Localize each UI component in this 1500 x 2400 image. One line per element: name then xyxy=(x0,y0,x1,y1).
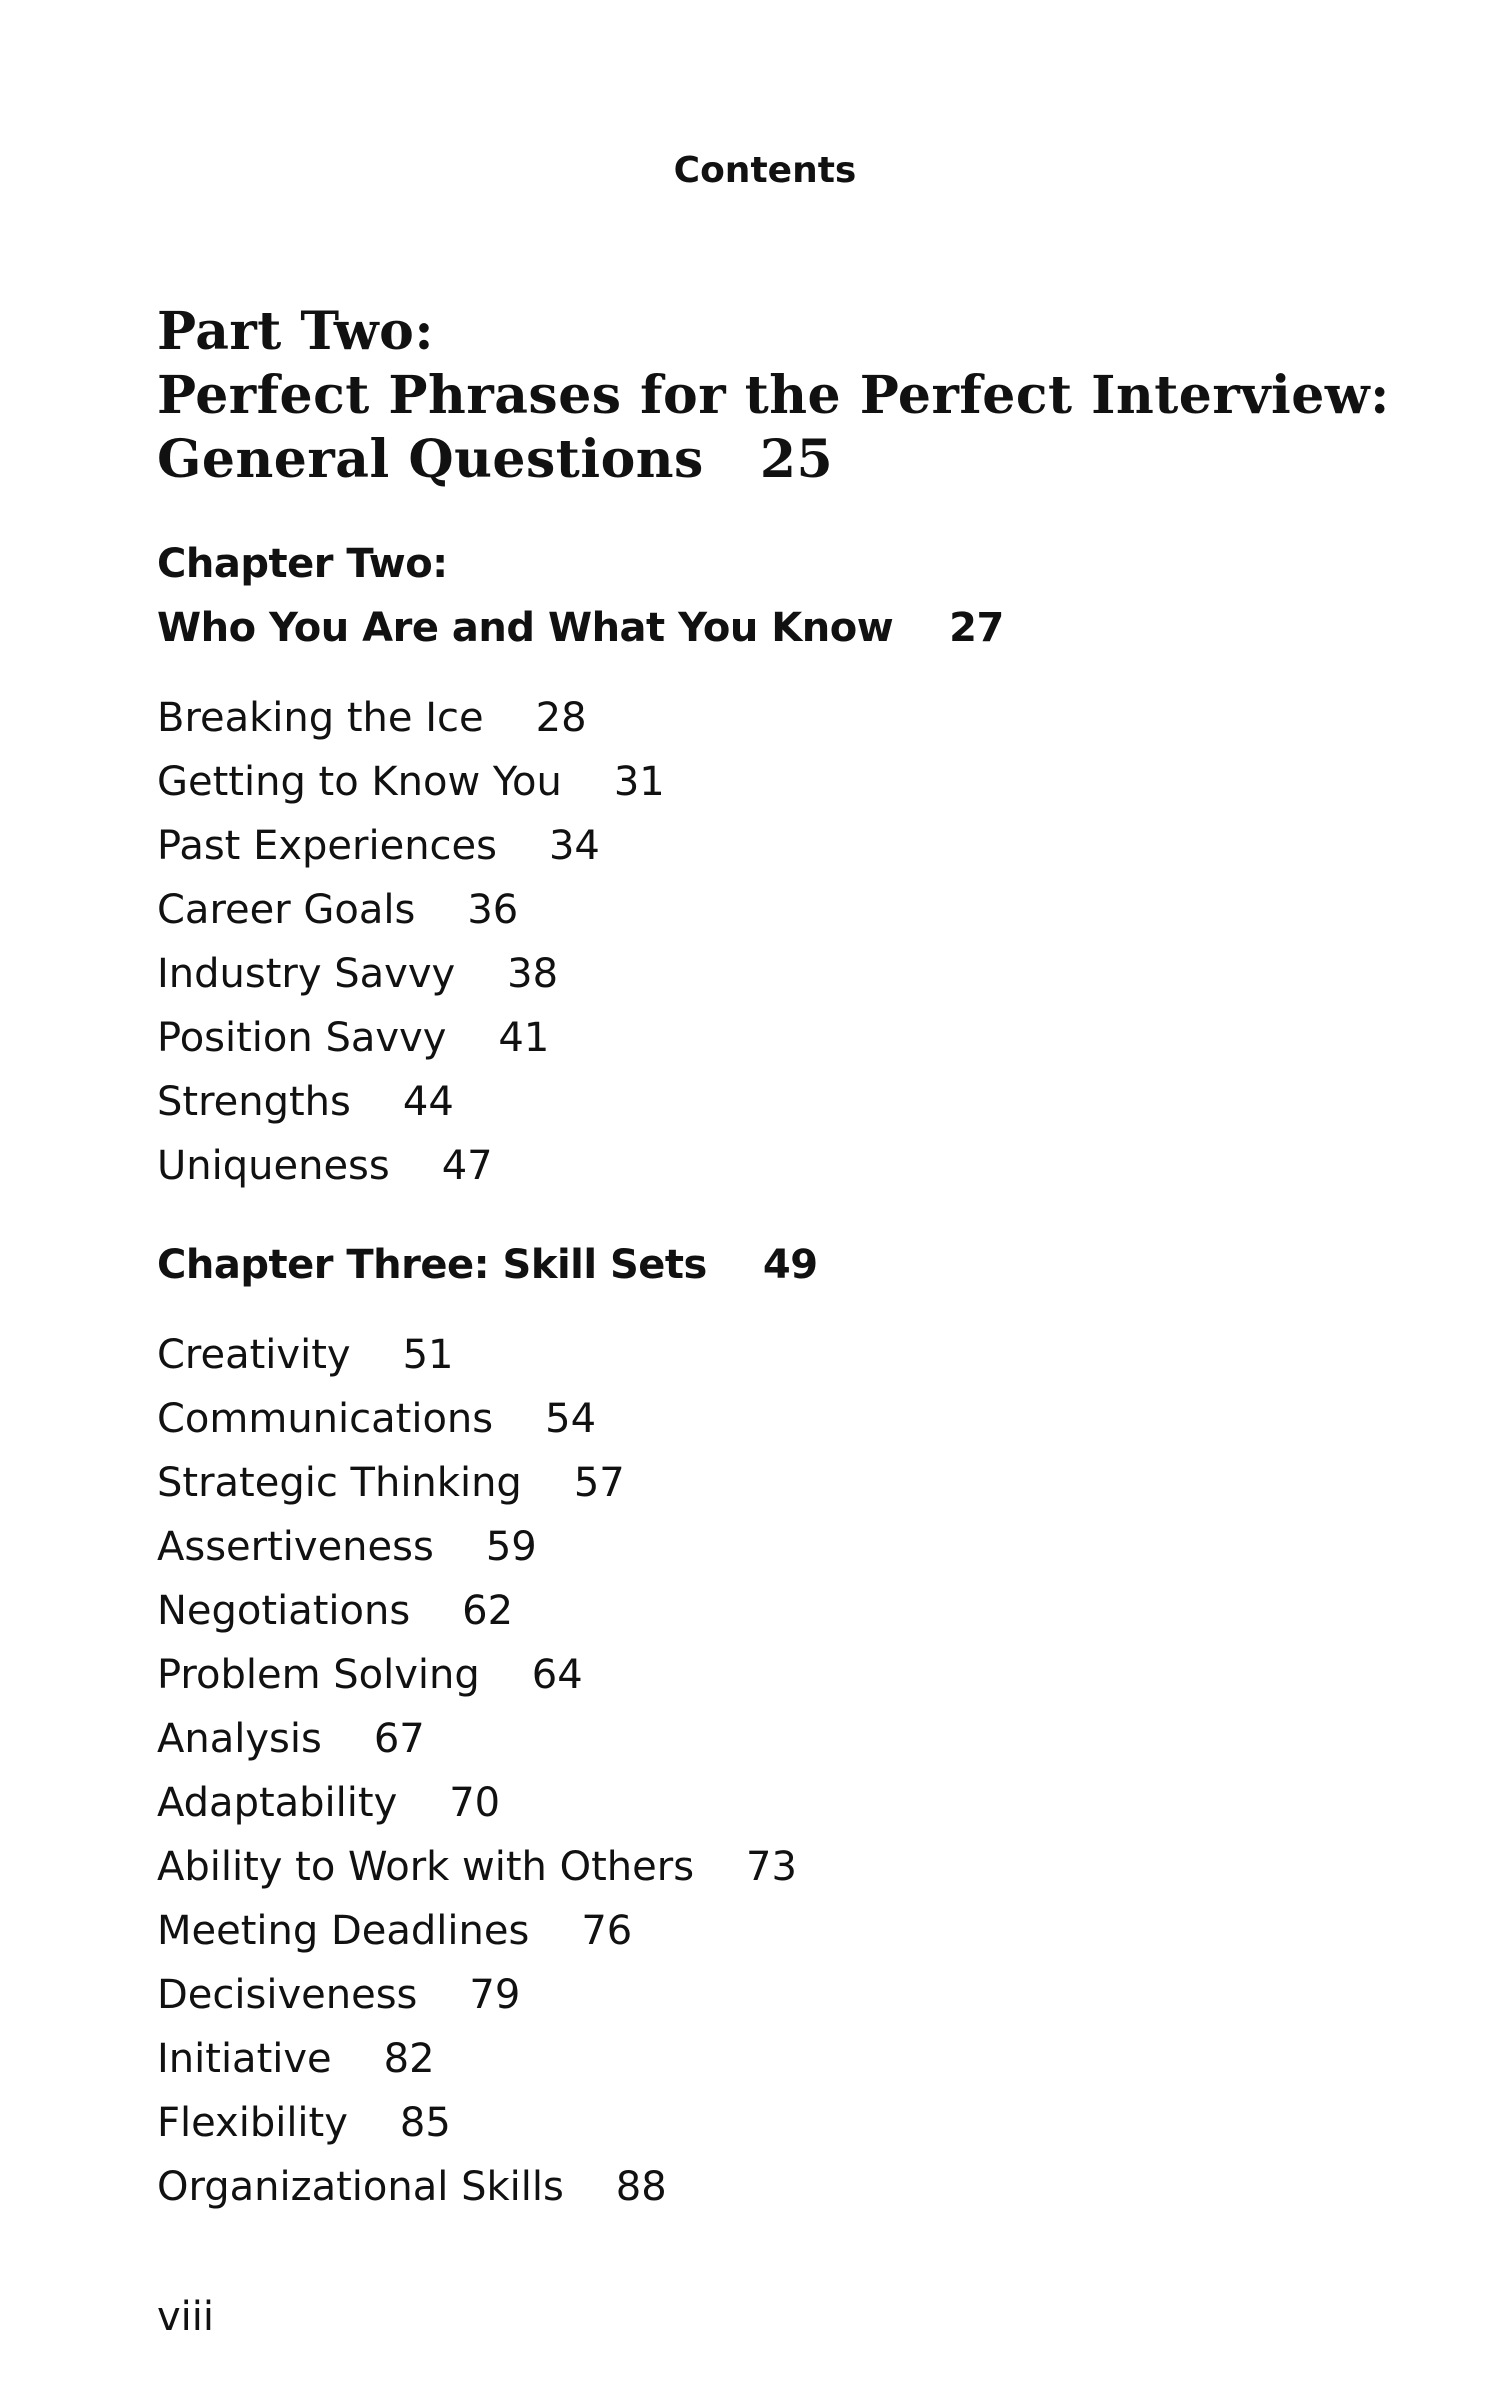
toc-entry xyxy=(157,1963,1457,2027)
toc-entry-title: Meeting Deadlines xyxy=(157,1908,530,1954)
toc-entry-title: Adaptability xyxy=(157,1780,398,1826)
toc-entry-page: 34 xyxy=(548,823,600,869)
chapter-three-title: Chapter Three: Skill Sets xyxy=(157,1242,707,1288)
toc-entry xyxy=(157,750,1457,814)
part-title-line: Perfect Phrases for the Perfect Interview: xyxy=(157,365,1390,426)
toc-entry-page: 41 xyxy=(498,1015,550,1061)
chapter-three-entry-list xyxy=(157,1323,1457,2219)
toc-entry xyxy=(157,1070,1457,1134)
toc-entry xyxy=(157,942,1457,1006)
part-page-number: 25 xyxy=(759,429,834,490)
toc-entry-title: Strategic Thinking xyxy=(157,1460,522,1506)
toc-entry xyxy=(157,1643,1457,1707)
toc-entry-page: 73 xyxy=(746,1844,797,1890)
part-heading xyxy=(157,300,1457,492)
toc-entry-title: Getting to Know You xyxy=(157,759,562,805)
part-title-line-last xyxy=(157,428,1457,492)
toc-entry-page: 47 xyxy=(441,1143,493,1189)
toc-entry xyxy=(157,1323,1457,1387)
toc-entry-page: 70 xyxy=(449,1780,501,1826)
chapter-two-page-number: 27 xyxy=(949,605,1004,651)
chapter-three-page-number: 49 xyxy=(762,1242,818,1288)
toc-entry-title: Ability to Work with Others xyxy=(157,1844,695,1890)
part-subtitle: General Questions xyxy=(157,429,704,490)
toc-entry-page: 82 xyxy=(383,2036,435,2082)
toc-entry-page: 31 xyxy=(613,759,665,805)
toc-entry xyxy=(157,1579,1457,1643)
toc-entry-title: Communications xyxy=(157,1396,494,1442)
toc-entry-title: Strengths xyxy=(157,1079,351,1125)
toc-entry xyxy=(157,2091,1457,2155)
toc-entry-title: Uniqueness xyxy=(157,1143,390,1189)
chapter-three-heading xyxy=(157,1233,1457,1297)
toc-entry-title: Creativity xyxy=(157,1332,351,1378)
toc-entry-page: 57 xyxy=(573,1460,625,1506)
toc-entry-title: Analysis xyxy=(157,1716,322,1762)
toc-entry-page: 51 xyxy=(402,1332,454,1378)
toc-entry-title: Past Experiences xyxy=(157,823,497,869)
chapter-two-label: Chapter Two: xyxy=(157,541,448,587)
toc-entry-title: Problem Solving xyxy=(157,1652,480,1698)
toc-entry-title: Industry Savvy xyxy=(157,951,456,997)
toc-entry xyxy=(157,1515,1457,1579)
toc-entry-title: Flexibility xyxy=(157,2100,348,2146)
toc-entry-page: 67 xyxy=(373,1716,425,1762)
toc-entry-page: 79 xyxy=(469,1972,521,2018)
toc-entry xyxy=(157,1451,1457,1515)
toc-entry xyxy=(157,1899,1457,1963)
toc-entry-title: Breaking the Ice xyxy=(157,695,484,741)
part-label: Part Two: xyxy=(157,301,435,362)
page-number: viii xyxy=(157,2294,215,2340)
toc-entry-page: 44 xyxy=(402,1079,454,1125)
toc-entry xyxy=(157,1006,1457,1070)
chapter-two-title: Who You Are and What You Know xyxy=(157,605,894,651)
chapter-two-heading xyxy=(157,532,1457,660)
toc-entry-page: 76 xyxy=(581,1908,633,1954)
toc-entry xyxy=(157,1134,1457,1198)
chapter-two-title-line xyxy=(157,596,1457,660)
toc-entry xyxy=(157,1835,1457,1899)
toc-entry xyxy=(157,878,1457,942)
toc-entry-title: Decisiveness xyxy=(157,1972,418,2018)
toc-entry-page: 62 xyxy=(462,1588,514,1634)
chapter-two-entry-list xyxy=(157,686,1457,1198)
running-head: Contents xyxy=(673,150,857,191)
toc-entry-page: 85 xyxy=(399,2100,451,2146)
toc-entry xyxy=(157,1387,1457,1451)
toc-entry-page: 38 xyxy=(507,951,559,997)
toc-entry-title: Career Goals xyxy=(157,887,416,933)
toc-entry xyxy=(157,2027,1457,2091)
toc-entry-title: Organizational Skills xyxy=(157,2164,564,2210)
toc-entry-title: Position Savvy xyxy=(157,1015,447,1061)
toc-entry-title: Initiative xyxy=(157,2036,332,2082)
toc-entry-page: 88 xyxy=(615,2164,667,2210)
toc-entry-title: Negotiations xyxy=(157,1588,411,1634)
toc-entry xyxy=(157,686,1457,750)
toc-entry-title: Assertiveness xyxy=(157,1524,434,1570)
toc-entry-page: 64 xyxy=(531,1652,583,1698)
toc-entry-page: 54 xyxy=(545,1396,597,1442)
toc-entry xyxy=(157,1771,1457,1835)
toc-entry xyxy=(157,814,1457,878)
toc-entry-page: 36 xyxy=(467,887,519,933)
toc-entry xyxy=(157,2155,1457,2219)
toc-entry-page: 28 xyxy=(535,695,587,741)
toc-entry-page: 59 xyxy=(485,1524,537,1570)
toc-entry xyxy=(157,1707,1457,1771)
